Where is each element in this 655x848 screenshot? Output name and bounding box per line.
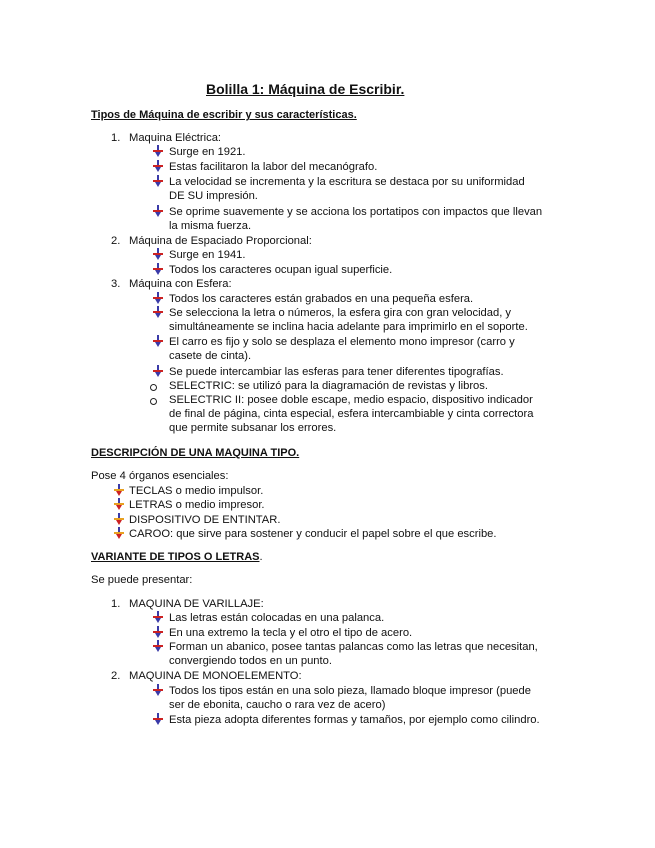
bullet-text-cont: convergiendo todos en un punto. xyxy=(169,655,332,667)
bullet-text: Las letras están colocadas en una palanca. xyxy=(169,612,385,624)
list-item-label: Máquina con Esfera: xyxy=(129,278,232,290)
arrow-bullet-icon xyxy=(152,160,164,172)
list-number: 2. xyxy=(111,235,121,247)
arrow-bullet-icon xyxy=(152,205,164,217)
arrow-bullet-icon xyxy=(152,626,164,638)
bullet-text-cont: la misma fuerza. xyxy=(169,220,252,232)
list-item-label: Maquina Eléctrica: xyxy=(129,132,222,144)
bullet-text-cont: de final de página, cinta especial, esfera intercambiable y cinta correctora xyxy=(169,408,534,420)
heading-period: . xyxy=(259,551,263,563)
arrow-bullet-icon xyxy=(152,248,164,260)
arrow-bullet-icon xyxy=(152,713,164,725)
bullet-text-cont: casete de cinta). xyxy=(169,350,252,362)
list-number: 3. xyxy=(111,278,121,290)
paragraph: Pose 4 órganos esenciales: xyxy=(91,470,229,482)
arrow-bullet-icon xyxy=(152,292,164,304)
bullet-text-cont: DE SU impresión. xyxy=(169,190,258,202)
bullet-text: CAROO: que sirve para sostener y conducir el papel sobre el que escribe. xyxy=(129,528,497,540)
bullet-text: Todos los caracteres están grabados en una pequeña esfera. xyxy=(169,293,474,305)
bullet-text: Se oprime suavemente y se acciona los portatipos con impactos que llevan xyxy=(169,206,543,218)
list-item-label: MAQUINA DE MONOELEMENTO: xyxy=(129,670,302,682)
bullet-text: En una extremo la tecla y el otro el tipo de acero. xyxy=(169,627,413,639)
arrow-bullet-icon xyxy=(152,145,164,157)
list-number: 1. xyxy=(111,598,121,610)
circle-bullet-icon xyxy=(150,384,157,391)
bullet-text-cont: ser de ebonita, caucho o rara vez de acero) xyxy=(169,699,386,711)
bullet-text: Estas facilitaron la labor del mecanógrafo. xyxy=(169,161,378,173)
arrow-bullet-icon xyxy=(152,640,164,652)
bullet-text: El carro es fijo y solo se desplaza el elemento mono impresor (carro y xyxy=(169,336,515,348)
section-heading-descripcion: DESCRIPCIÓN DE UNA MAQUINA TIPO. xyxy=(91,447,300,459)
bullet-text: La velocidad se incrementa y la escritura se destaca por su uniformidad xyxy=(169,176,525,188)
bullet-text: Surge en 1941. xyxy=(169,249,246,261)
section-heading-tipos: Tipos de Máquina de escribir y sus características. xyxy=(91,109,357,121)
arrow-bullet-icon xyxy=(113,484,125,496)
bullet-text: Esta pieza adopta diferentes formas y tamaños, por ejemplo como cilindro. xyxy=(169,714,540,726)
arrow-bullet-icon xyxy=(152,263,164,275)
arrow-bullet-icon xyxy=(152,335,164,347)
bullet-text: Se puede intercambiar las esferas para tener diferentes tipografías. xyxy=(169,366,504,378)
list-item-label: MAQUINA DE VARILLAJE: xyxy=(129,598,264,610)
circle-bullet-icon xyxy=(150,398,157,405)
arrow-bullet-icon xyxy=(113,498,125,510)
bullet-text: Forman un abanico, posee tantas palancas como las letras que necesitan, xyxy=(169,641,538,653)
bullet-text: SELECTRIC: se utilizó para la diagramación de revistas y libros. xyxy=(169,380,488,392)
list-number: 1. xyxy=(111,132,121,144)
bullet-text: Surge en 1921. xyxy=(169,146,246,158)
page-title: Bolilla 1: Máquina de Escribir. xyxy=(206,81,405,97)
list-number: 2. xyxy=(111,670,121,682)
arrow-bullet-icon xyxy=(113,513,125,525)
section-heading-variante: VARIANTE DE TIPOS O LETRAS xyxy=(91,551,260,563)
bullet-text-cont: simultáneamente se inclina hacia adelante para imprimirlo en el soporte. xyxy=(169,321,528,333)
bullet-text: Se selecciona la letra o números, la esfera gira con gran velocidad, y xyxy=(169,307,512,319)
bullet-text: TECLAS o medio impulsor. xyxy=(129,485,264,497)
bullet-text: DISPOSITIVO DE ENTINTAR. xyxy=(129,514,281,526)
paragraph: Se puede presentar: xyxy=(91,574,193,586)
bullet-text: Todos los caracteres ocupan igual superficie. xyxy=(169,264,393,276)
arrow-bullet-icon xyxy=(152,611,164,623)
section-heading-variante-wrap xyxy=(91,550,263,564)
arrow-bullet-icon xyxy=(113,527,125,539)
bullet-text-cont: que permite subsanar los errores. xyxy=(169,422,337,434)
arrow-bullet-icon xyxy=(152,175,164,187)
arrow-bullet-icon xyxy=(152,306,164,318)
bullet-text: LETRAS o medio impresor. xyxy=(129,499,265,511)
arrow-bullet-icon xyxy=(152,365,164,377)
bullet-text: SELECTRIC II: posee doble escape, medio espacio, dispositivo indicador xyxy=(169,394,533,406)
list-item-label: Máquina de Espaciado Proporcional: xyxy=(129,235,312,247)
arrow-bullet-icon xyxy=(152,684,164,696)
bullet-text: Todos los tipos están en una solo pieza, llamado bloque impresor (puede xyxy=(169,685,531,697)
